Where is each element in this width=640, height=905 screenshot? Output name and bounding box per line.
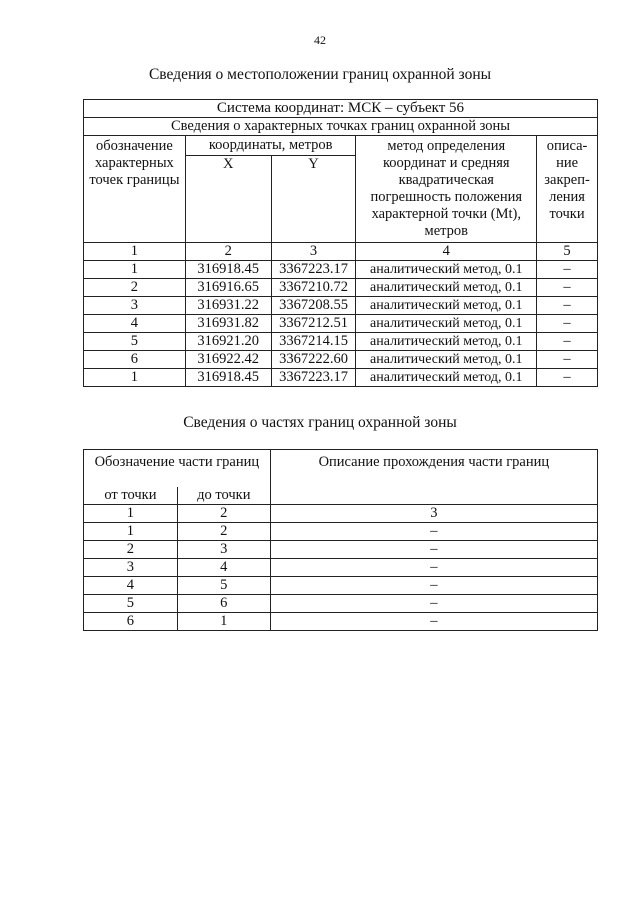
to-point: 2	[177, 523, 270, 541]
header-part-description: Описание прохождения части границ	[270, 450, 597, 505]
column-numbers-row	[84, 243, 598, 261]
coord-y: 3367212.51	[271, 315, 356, 333]
coord-y: 3367208.55	[271, 297, 356, 315]
table-row	[84, 369, 598, 387]
characteristic-points-table	[83, 99, 598, 387]
coord-y: 3367223.17	[271, 261, 356, 279]
point-id: 6	[84, 351, 186, 369]
header-from-point: от точки	[84, 487, 178, 505]
header-part-designation: Обозначение части границ	[84, 450, 271, 488]
column-number: 3	[271, 243, 356, 261]
to-point: 6	[177, 595, 270, 613]
table-row	[84, 595, 598, 613]
column-number: 3	[270, 505, 597, 523]
column-number: 1	[84, 505, 178, 523]
table-row	[84, 577, 598, 595]
point-id: 1	[84, 261, 186, 279]
coord-x: 316916.65	[185, 279, 271, 297]
coord-x: 316931.22	[185, 297, 271, 315]
coord-x: 316918.45	[185, 261, 271, 279]
coord-y: 3367210.72	[271, 279, 356, 297]
table-row	[84, 351, 598, 369]
to-point: 5	[177, 577, 270, 595]
point-id: 3	[84, 297, 186, 315]
description: –	[537, 351, 598, 369]
point-id: 2	[84, 279, 186, 297]
header-x: X	[185, 156, 271, 243]
method: аналитический метод, 0.1	[356, 315, 537, 333]
part-description: –	[270, 523, 597, 541]
point-id: 4	[84, 315, 186, 333]
point-id: 1	[84, 369, 186, 387]
coord-x: 316921.20	[185, 333, 271, 351]
boundary-parts-table	[83, 449, 598, 631]
section-title-parts: Сведения о частях границ охранной зоны	[183, 414, 457, 431]
from-point: 3	[84, 559, 178, 577]
table-row	[84, 279, 598, 297]
table-row	[84, 559, 598, 577]
method: аналитический метод, 0.1	[356, 279, 537, 297]
table-row	[84, 333, 598, 351]
method: аналитический метод, 0.1	[356, 351, 537, 369]
coord-y: 3367222.60	[271, 351, 356, 369]
table-row	[84, 541, 598, 559]
method: аналитический метод, 0.1	[356, 369, 537, 387]
to-point: 1	[177, 613, 270, 631]
from-point: 5	[84, 595, 178, 613]
coord-x: 316922.42	[185, 351, 271, 369]
column-number: 2	[185, 243, 271, 261]
coord-y: 3367214.15	[271, 333, 356, 351]
header-description: описа-ние закреп-ления точки	[537, 136, 598, 243]
method: аналитический метод, 0.1	[356, 297, 537, 315]
column-number: 1	[84, 243, 186, 261]
description: –	[537, 333, 598, 351]
column-numbers-row	[84, 505, 598, 523]
part-description: –	[270, 577, 597, 595]
coord-y: 3367223.17	[271, 369, 356, 387]
method: аналитический метод, 0.1	[356, 333, 537, 351]
part-description: –	[270, 595, 597, 613]
column-number: 5	[537, 243, 598, 261]
description: –	[537, 279, 598, 297]
page-number: 42	[314, 33, 326, 47]
to-point: 3	[177, 541, 270, 559]
description: –	[537, 261, 598, 279]
from-point: 4	[84, 577, 178, 595]
method: аналитический метод, 0.1	[356, 261, 537, 279]
from-point: 6	[84, 613, 178, 631]
table-row	[84, 261, 598, 279]
table-row	[84, 613, 598, 631]
header-point-designation: обозначение характерных точек границы	[84, 136, 186, 243]
characteristic-points-caption: Сведения о характерных точках границ охранной зоны	[84, 118, 598, 136]
part-description: –	[270, 613, 597, 631]
coord-x: 316918.45	[185, 369, 271, 387]
description: –	[537, 315, 598, 333]
section-title-boundaries: Сведения о местоположении границ охранной зоны	[148, 66, 492, 83]
point-id: 5	[84, 333, 186, 351]
from-point: 2	[84, 541, 178, 559]
part-description: –	[270, 541, 597, 559]
description: –	[537, 369, 598, 387]
table-row	[84, 523, 598, 541]
table-row	[84, 297, 598, 315]
header-method: метод определения координат и средняя квадратическая погрешность положения характерной точки (Mt), метров	[356, 136, 537, 243]
to-point: 4	[177, 559, 270, 577]
description: –	[537, 297, 598, 315]
coordinate-system-caption: Система координат: МСК – субъект 56	[84, 100, 598, 118]
column-number: 4	[356, 243, 537, 261]
table-row	[84, 315, 598, 333]
header-y: Y	[271, 156, 356, 243]
part-description: –	[270, 559, 597, 577]
from-point: 1	[84, 523, 178, 541]
header-coordinates: координаты, метров	[185, 136, 356, 156]
header-to-point: до точки	[177, 487, 270, 505]
column-number: 2	[177, 505, 270, 523]
coord-x: 316931.82	[185, 315, 271, 333]
